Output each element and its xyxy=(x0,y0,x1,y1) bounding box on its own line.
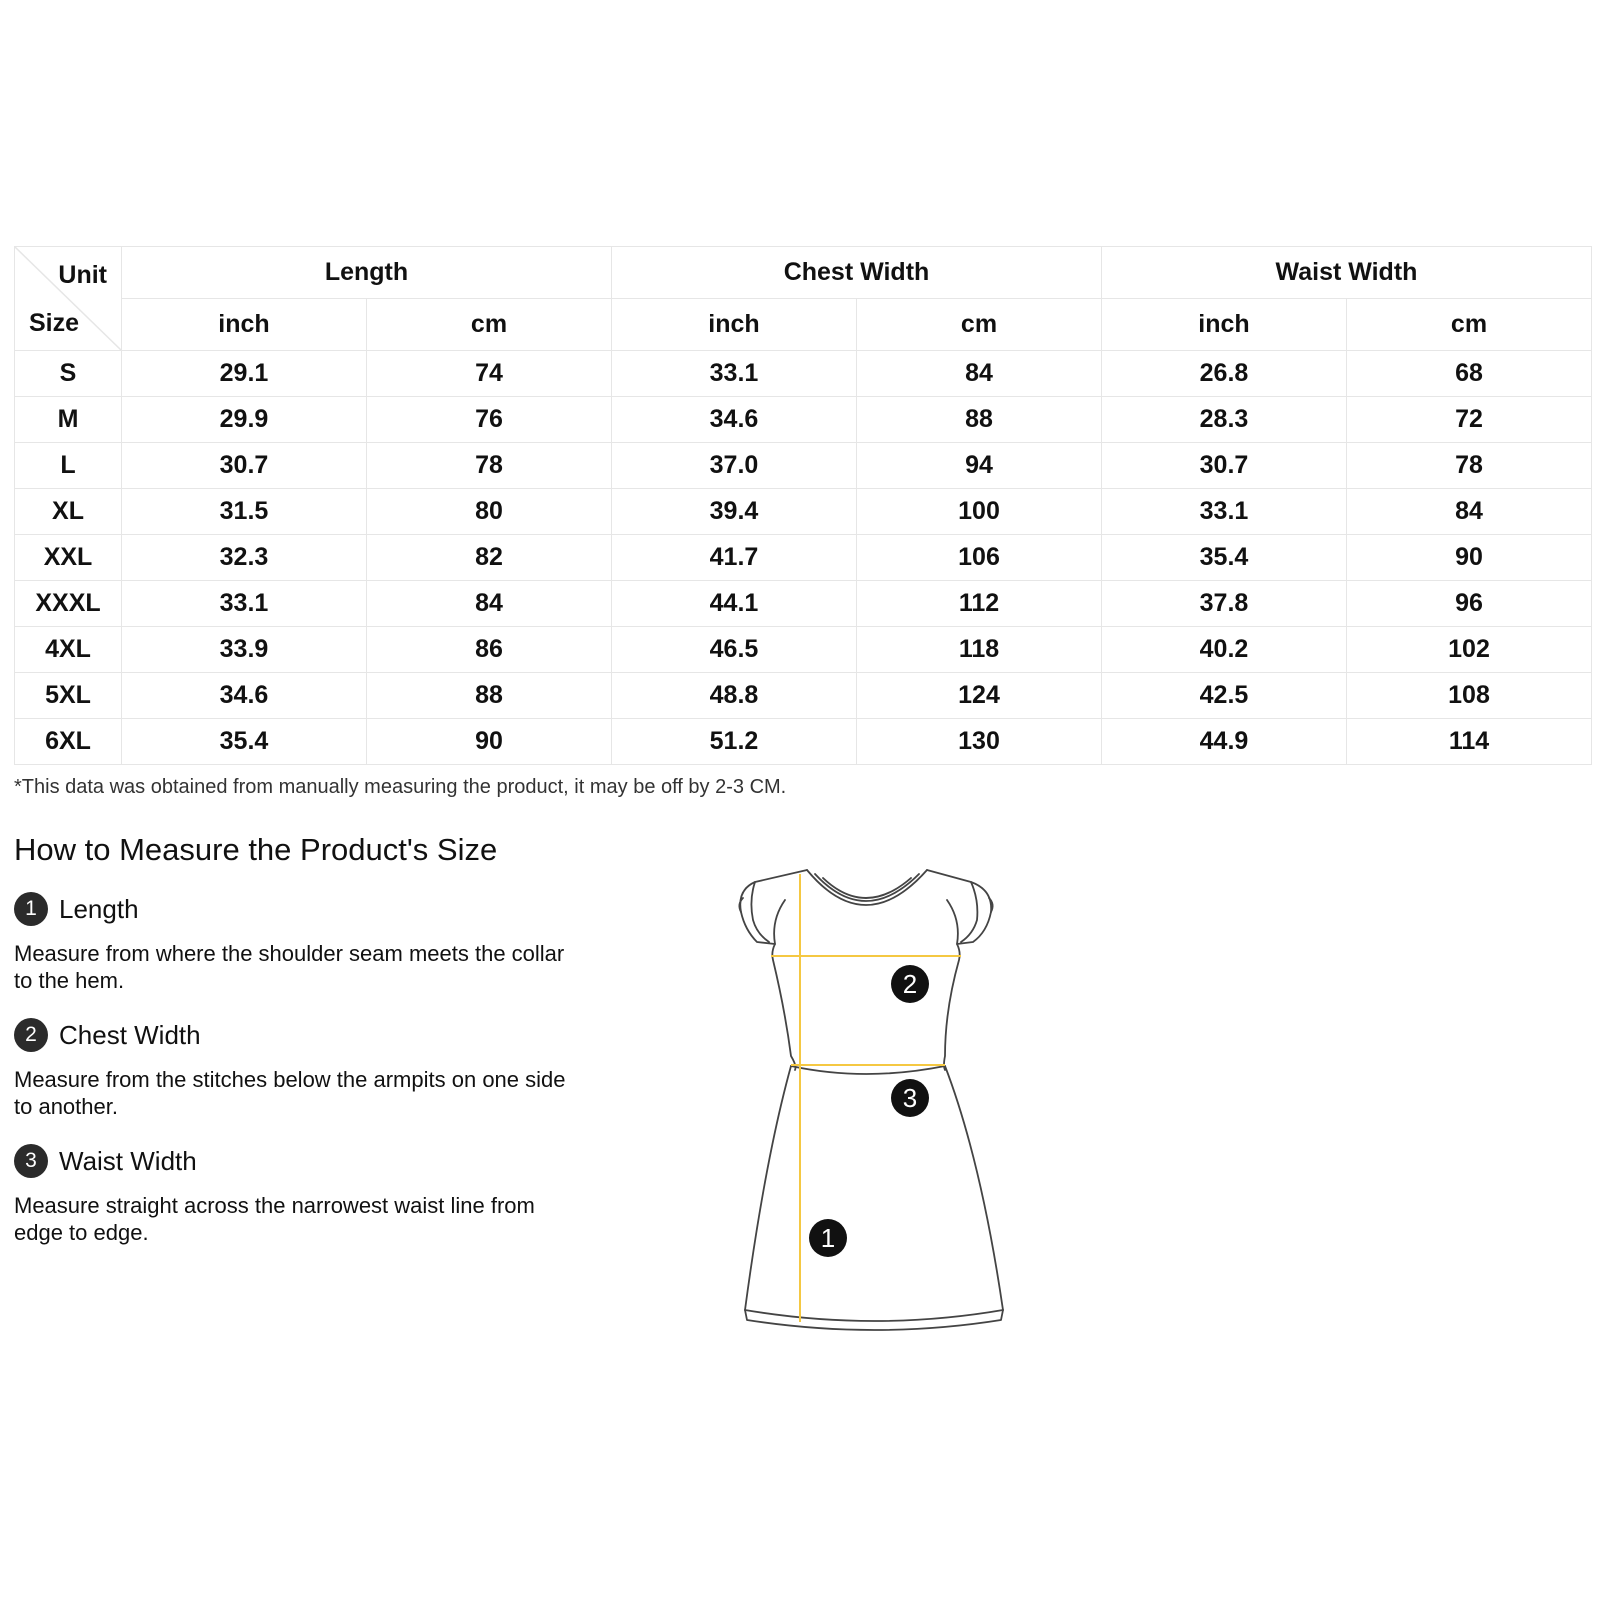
table-row xyxy=(15,397,1592,443)
table-row xyxy=(15,535,1592,581)
measurement-cell: 39.4 xyxy=(612,489,857,535)
measurement-cell: 42.5 xyxy=(1102,673,1347,719)
measurement-cell: 130 xyxy=(857,719,1102,765)
measurement-cell: 51.2 xyxy=(612,719,857,765)
measurement-cell: 118 xyxy=(857,627,1102,673)
step-length xyxy=(14,890,574,994)
group-header-length: Length xyxy=(122,247,612,299)
measurement-cell: 88 xyxy=(367,673,612,719)
measurement-cell: 44.1 xyxy=(612,581,857,627)
table-row xyxy=(15,489,1592,535)
measurement-cell: 35.4 xyxy=(1102,535,1347,581)
step-title: Chest Width xyxy=(59,1019,201,1050)
table-body xyxy=(15,351,1592,765)
size-cell: 5XL xyxy=(15,673,122,719)
measurement-cell: 37.0 xyxy=(612,443,857,489)
marker-3-label: 3 xyxy=(902,1083,918,1113)
measurement-cell: 33.1 xyxy=(612,351,857,397)
measurement-cell: 48.8 xyxy=(612,673,857,719)
measurement-cell: 30.7 xyxy=(122,443,367,489)
measurement-cell: 33.9 xyxy=(122,627,367,673)
table-row xyxy=(15,673,1592,719)
unit-label: Unit xyxy=(58,261,107,289)
measurement-cell: 41.7 xyxy=(612,535,857,581)
unit-header: inch xyxy=(122,299,367,351)
step-number-badge: 2 xyxy=(14,1018,48,1052)
unit-header: inch xyxy=(612,299,857,351)
unit-header: inch xyxy=(1102,299,1347,351)
measurement-cell: 90 xyxy=(1347,535,1592,581)
marker-2-label: 2 xyxy=(902,969,918,999)
step-description: Measure straight across the narrowest waist line from edge to edge. xyxy=(14,1193,535,1245)
dress-measurement-diagram xyxy=(735,860,1025,1340)
measurement-cell: 32.3 xyxy=(122,535,367,581)
measurement-cell: 46.5 xyxy=(612,627,857,673)
measurement-cell: 29.1 xyxy=(122,351,367,397)
measurement-cell: 72 xyxy=(1347,397,1592,443)
unit-header: cm xyxy=(1347,299,1592,351)
group-header-chest-width: Chest Width xyxy=(612,247,1102,299)
marker-1-label: 1 xyxy=(820,1223,836,1253)
measurement-cell: 84 xyxy=(857,351,1102,397)
measurement-cell: 80 xyxy=(367,489,612,535)
measurement-cell: 34.6 xyxy=(612,397,857,443)
measurement-cell: 78 xyxy=(367,443,612,489)
measurement-cell: 37.8 xyxy=(1102,581,1347,627)
marker-3 xyxy=(891,1079,929,1117)
measurement-cell: 84 xyxy=(367,581,612,627)
size-cell: XXL xyxy=(15,535,122,581)
measurement-cell: 94 xyxy=(857,443,1102,489)
step-description: Measure from where the shoulder seam meets the collar to the hem. xyxy=(14,941,565,993)
marker-2 xyxy=(891,965,929,1003)
group-header-waist-width: Waist Width xyxy=(1102,247,1592,299)
step-title: Waist Width xyxy=(59,1145,197,1176)
size-chart-table xyxy=(14,246,1592,765)
measurement-cell: 78 xyxy=(1347,443,1592,489)
table-row xyxy=(15,351,1592,397)
measurement-guides xyxy=(771,874,961,1322)
measurement-cell: 90 xyxy=(367,719,612,765)
table-corner-cell xyxy=(15,247,122,351)
measurement-cell: 35.4 xyxy=(122,719,367,765)
measurement-cell: 31.5 xyxy=(122,489,367,535)
measurement-cell: 82 xyxy=(367,535,612,581)
measurement-cell: 74 xyxy=(367,351,612,397)
how-to-title: How to Measure the Product's Size xyxy=(14,832,498,867)
measurement-cell: 29.9 xyxy=(122,397,367,443)
size-label: Size xyxy=(29,309,80,337)
step-description: Measure from the stitches below the armpits on one side to another. xyxy=(14,1067,566,1119)
step-number-badge: 3 xyxy=(14,1144,48,1178)
measurement-cell: 112 xyxy=(857,581,1102,627)
dress-outline xyxy=(739,870,1003,1330)
measurement-cell: 88 xyxy=(857,397,1102,443)
table-row xyxy=(15,627,1592,673)
measurement-cell: 102 xyxy=(1347,627,1592,673)
table-row xyxy=(15,443,1592,489)
marker-1 xyxy=(809,1219,847,1257)
measurement-cell: 108 xyxy=(1347,673,1592,719)
step-waist-width xyxy=(14,1142,574,1246)
size-cell: L xyxy=(15,443,122,489)
unit-header: cm xyxy=(857,299,1102,351)
size-cell: XXXL xyxy=(15,581,122,627)
size-cell: 4XL xyxy=(15,627,122,673)
size-cell: S xyxy=(15,351,122,397)
measurement-cell: 34.6 xyxy=(122,673,367,719)
unit-header: cm xyxy=(367,299,612,351)
measurement-cell: 86 xyxy=(367,627,612,673)
step-number-badge: 1 xyxy=(14,892,48,926)
measurement-cell: 44.9 xyxy=(1102,719,1347,765)
table-row xyxy=(15,719,1592,765)
measurement-cell: 68 xyxy=(1347,351,1592,397)
measurement-cell: 114 xyxy=(1347,719,1592,765)
measurement-cell: 96 xyxy=(1347,581,1592,627)
measurement-cell: 40.2 xyxy=(1102,627,1347,673)
measurement-cell: 33.1 xyxy=(122,581,367,627)
size-cell: XL xyxy=(15,489,122,535)
measurement-cell: 28.3 xyxy=(1102,397,1347,443)
size-cell: M xyxy=(15,397,122,443)
measurement-cell: 26.8 xyxy=(1102,351,1347,397)
measurement-cell: 76 xyxy=(367,397,612,443)
measurement-cell: 100 xyxy=(857,489,1102,535)
measurement-cell: 33.1 xyxy=(1102,489,1347,535)
step-title: Length xyxy=(59,893,139,924)
measurement-cell: 84 xyxy=(1347,489,1592,535)
measurement-cell: 124 xyxy=(857,673,1102,719)
table-row xyxy=(15,581,1592,627)
size-cell: 6XL xyxy=(15,719,122,765)
measurement-note: *This data was obtained from manually measuring the product, it may be off by 2-3 CM. xyxy=(14,776,787,798)
measurement-cell: 30.7 xyxy=(1102,443,1347,489)
step-chest-width xyxy=(14,1016,574,1120)
measurement-cell: 106 xyxy=(857,535,1102,581)
